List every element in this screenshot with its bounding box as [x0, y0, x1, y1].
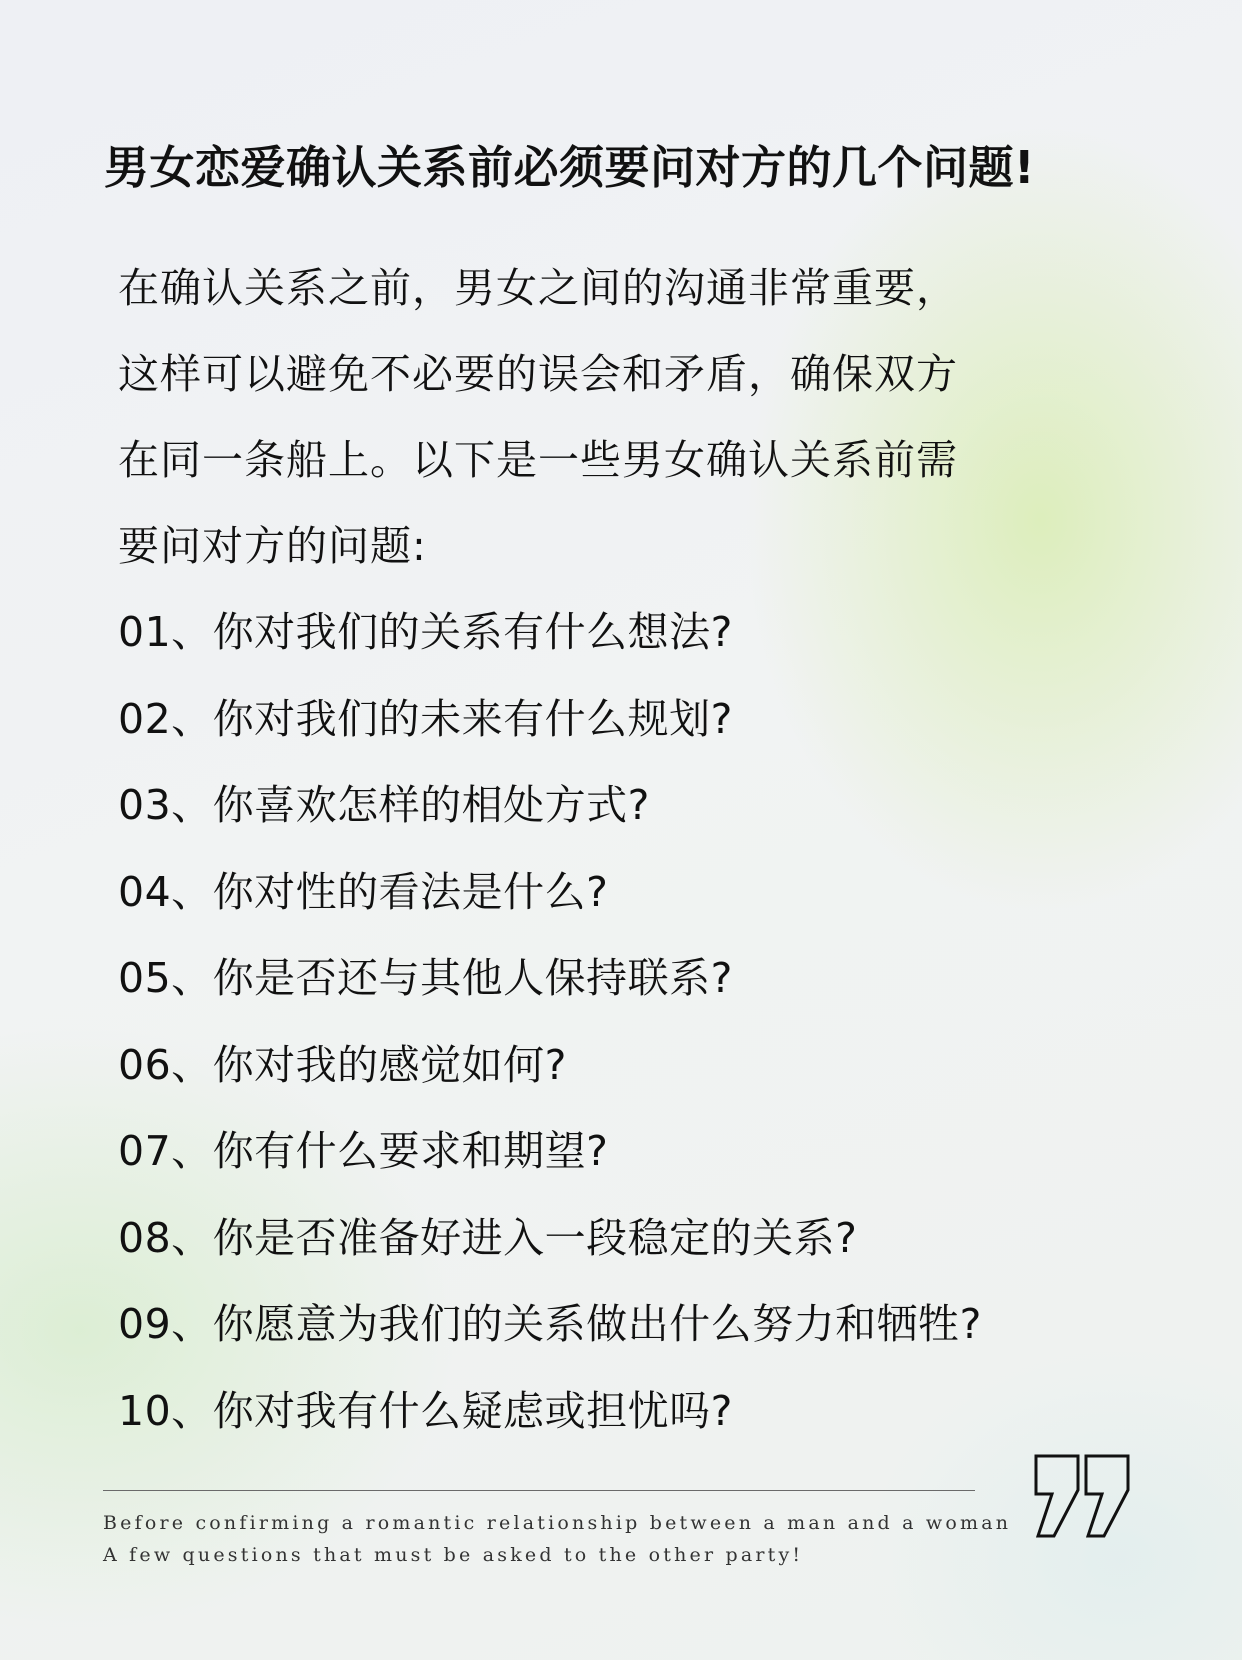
- question-item: 05、你是否还与其他人保持联系?: [118, 954, 733, 1002]
- question-item: 06、你对我的感觉如何?: [118, 1040, 567, 1089]
- footer-line: Before confirming a romantic relationship between a man and a woman: [103, 1512, 1012, 1534]
- question-item: 08、你是否准备好进入一段稳定的关系?: [118, 1213, 858, 1262]
- question-item: 09、你愿意为我们的关系做出什么努力和牺牲?: [118, 1300, 982, 1348]
- intro-line: 在同一条船上。以下是一些男女确认关系前需: [118, 436, 958, 484]
- footer-line: A few questions that must be asked to the other party!: [103, 1544, 804, 1566]
- question-item: 03、你喜欢怎样的相处方式?: [118, 781, 650, 829]
- question-item: 07、你有什么要求和期望?: [118, 1127, 609, 1175]
- intro-line: 这样可以避免不必要的误会和矛盾，确保双方: [118, 350, 958, 398]
- question-item: 10、你对我有什么疑虑或担忧吗?: [118, 1386, 733, 1435]
- intro-paragraph: [118, 245, 1098, 589]
- footer-divider: [103, 1490, 975, 1491]
- closing-quote-icon: [1032, 1454, 1132, 1538]
- intro-line: 在确认关系之前，男女之间的沟通非常重要，: [118, 264, 958, 312]
- page-title: 男女恋爱确认关系前必须要问对方的几个问题!: [104, 141, 1036, 194]
- question-item: 04、你对性的看法是什么?: [118, 867, 609, 916]
- intro-line: 要问对方的问题:: [118, 522, 427, 570]
- question-list: [118, 589, 1208, 1454]
- question-item: 01、你对我们的关系有什么想法?: [118, 608, 733, 656]
- question-item: 02、你对我们的未来有什么规划?: [118, 694, 733, 743]
- footer-caption: [103, 1507, 1012, 1571]
